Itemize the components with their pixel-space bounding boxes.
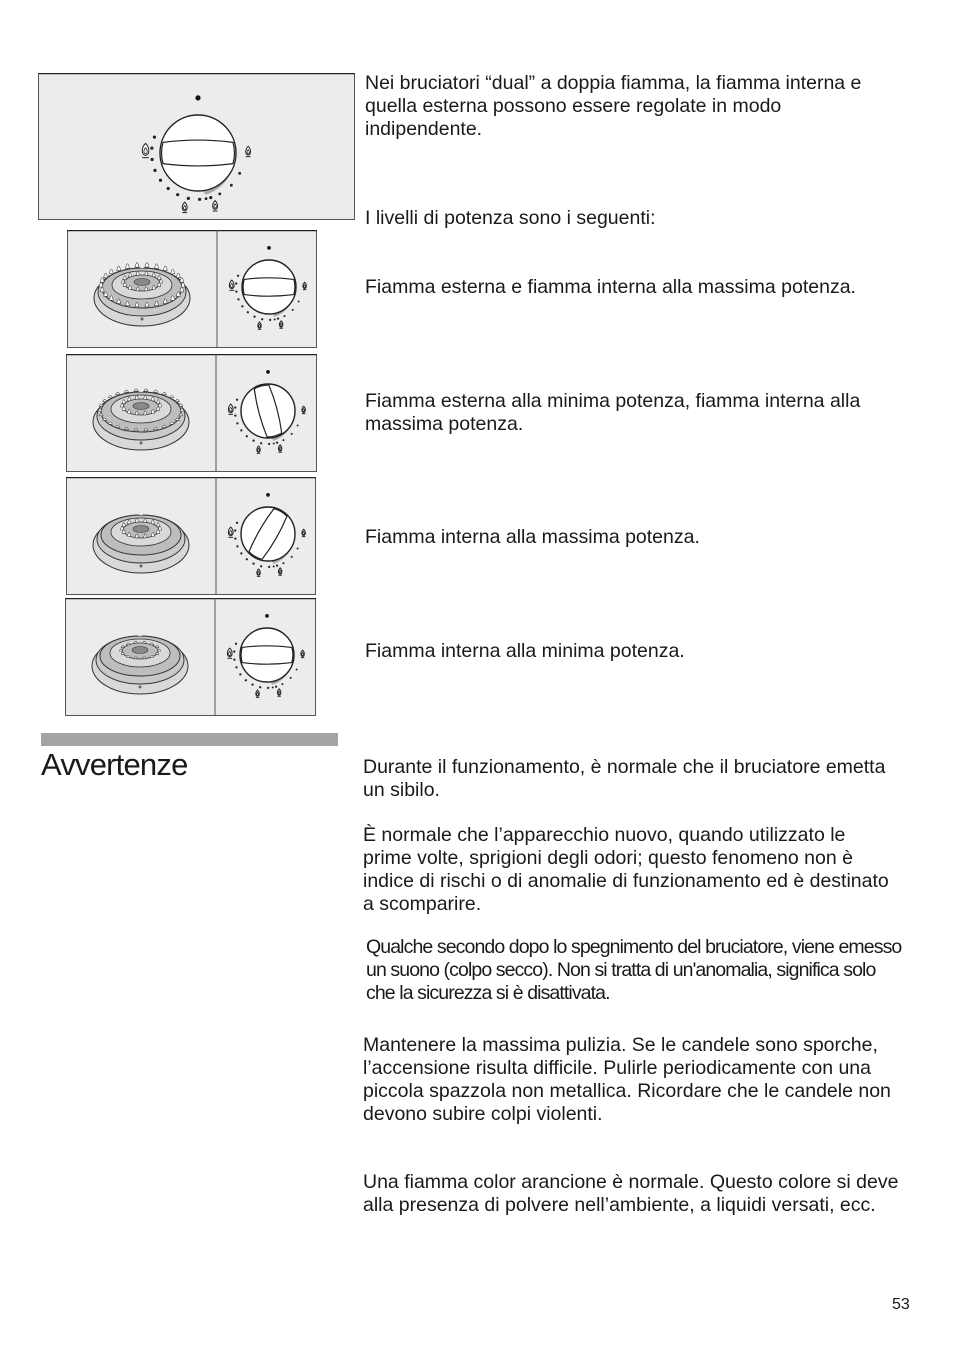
warning-paragraph-4: Mantenere la massima pulizia. Se le candele sono sporche, l’accensione risulta difficile. Pulirle periodicamente con una piccola spazzola non metallica. Ricordare che le candele non devono subire colpi violenti. — [363, 1034, 891, 1125]
level-illustration — [65, 598, 316, 716]
level-illustration — [66, 354, 317, 472]
warning-paragraph-1: Durante il funzionamento, è normale che il bruciatore emetta un sibilo. — [363, 756, 886, 801]
intro-text: Nei bruciatori “dual” a doppia fiamma, la fiamma interna e quella esterna possono essere regolate in modo indipendente. — [365, 72, 862, 140]
knob-illustration — [38, 73, 355, 220]
page-number: 53 — [892, 1296, 910, 1313]
levels-title: I livelli di potenza sono i seguenti: — [365, 207, 656, 229]
level-text-1: Fiamma esterna e fiamma interna alla massima potenza. — [365, 276, 856, 298]
level-text-2: Fiamma esterna alla minima potenza, fiamma interna alla massima potenza. — [365, 390, 861, 435]
level-text-4: Fiamma interna alla minima potenza. — [365, 640, 685, 662]
warning-paragraph-5: Una fiamma color arancione è normale. Questo colore si deve alla presenza di polvere nell’ambiente, a liquidi versati, ecc. — [363, 1171, 899, 1216]
warning-paragraph-3: Qualche secondo dopo lo spegnimento del bruciatore, viene emesso un suono (colpo secco). Non si tratta di un'anomalia, significa solo che la sicurezza si è disattivata. — [366, 936, 902, 1004]
level-illustration — [67, 230, 317, 348]
section-title: Avvertenze — [41, 747, 188, 782]
section-divider — [41, 733, 338, 746]
warning-paragraph-2: È normale che l’apparecchio nuovo, quando utilizzato le prime volte, sprigioni degli odori; questo fenomeno non è indice di rischi o di anomalie di funzionamento ed è destinato a scomparire. — [363, 824, 889, 915]
level-text-3: Fiamma interna alla massima potenza. — [365, 526, 700, 548]
level-illustration — [66, 477, 316, 595]
